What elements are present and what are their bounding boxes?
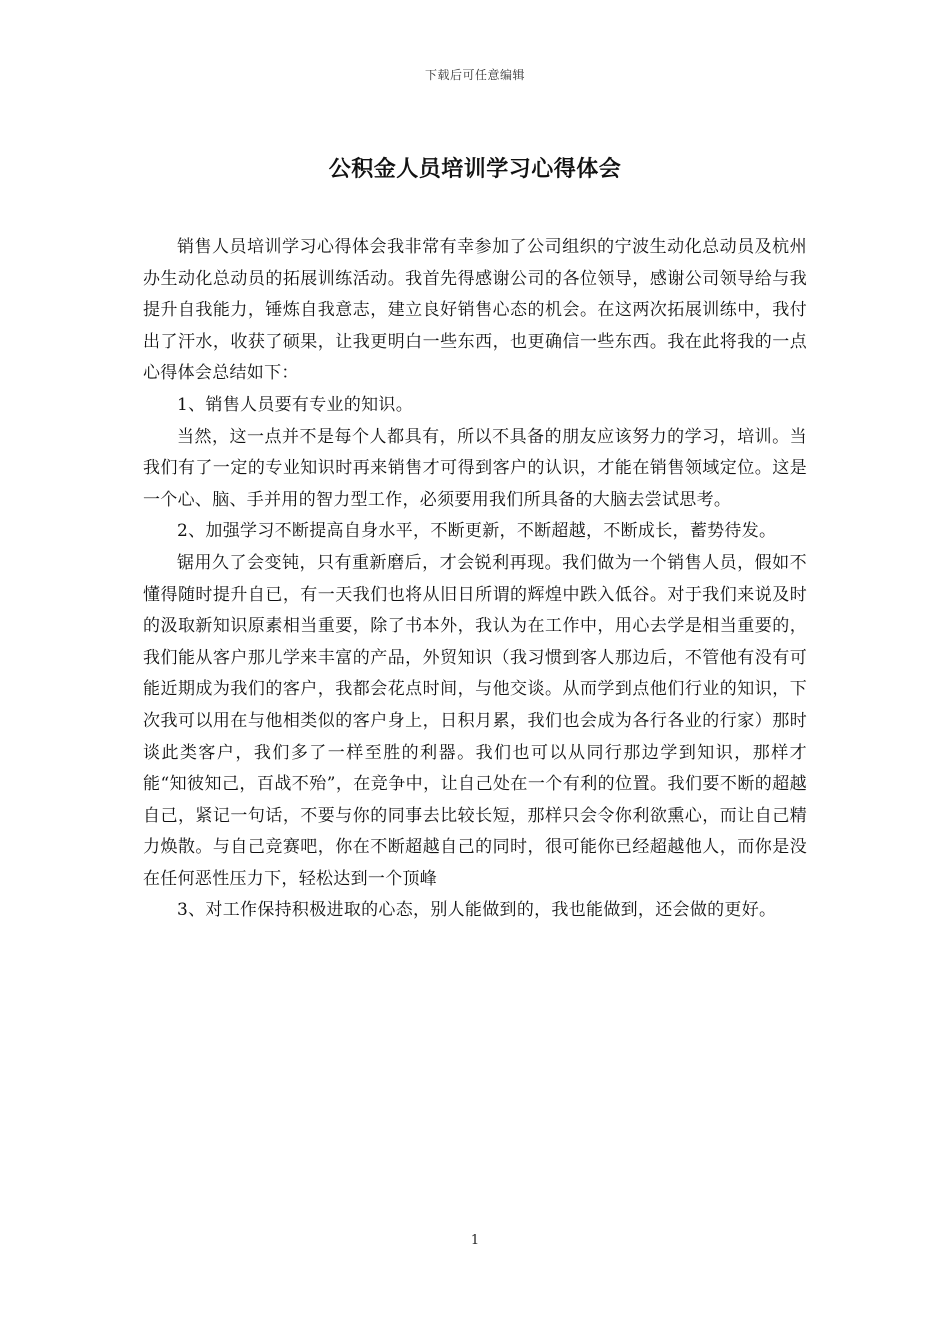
paragraph-point-3-heading: 3、对工作保持积极进取的心态，别人能做到的，我也能做到，还会做的更好。 bbox=[177, 900, 777, 921]
header-note: 下载后可任意编辑 bbox=[424, 68, 525, 82]
paragraph-point-2-heading: 2、加强学习不断提高自身水平，不断更新，不断超越，不断成长，蓄势待发。 bbox=[177, 521, 777, 542]
paragraph-point-2-body: 锯用久了会变钝，只有重新磨后，才会锐利再现。我们做为一个销售人员，假如不懂得随时提升自已，有一天我们也将从旧日所谓的辉煌中跌入低谷。对于我们来说及时的汲取新知识原素相当重要，除了书本外，我认为在工作中，用心去学是相当重要的，我们能从客户那儿学来丰富的产品，外贸知识（我习惯到客人那边后，不管他有没有可能近期成为我们的客户，我都会花点时间，与他交谈。从而学到点他们行业的知识，下次我可以用在与他相类似的客户身上，日积月累，我们也会成为各行各业的行家）那时谈此类客户，我们多了一样至胜的利器。我们也可以从同行那边学到知识，那样才能“知彼知己，百战不殆”，在竞争中，让自己处在一个有利的位置。我们要不断的超越自己，紧记一句话，不要与你的同事去比较长短，那样只会令你利欲熏心，而让自己精力焕散。与自己竞赛吧，你在不断超越自己的同时，很可能你已经超越他人，而你是没在任何恶性压力下，轻松达到一个顶峰 bbox=[143, 552, 807, 889]
page-number: 1 bbox=[470, 1233, 480, 1248]
paragraph-point-1-body: 当然，这一点并不是每个人都具有，所以不具备的朋友应该努力的学习，培训。当我们有了一定的专业知识时再来销售才可得到客户的认识，才能在销售领域定位。这是一个心、脑、手并用的智力型工作，必须要用我们所具备的大脑去尝试思考。 bbox=[143, 426, 807, 510]
paragraph-point-1-heading: 1、销售人员要有专业的知识。 bbox=[177, 394, 414, 415]
paragraph-intro: 销售人员培训学习心得体会我非常有幸参加了公司组织的宁波生动化总动员及杭州办生动化总动员的拓展训练活动。我首先得感谢公司的各位领导，感谢公司领导给与我提升自我能力，锤炼自我意志，建立良好销售心态的机会。在这两次拓展训练中，我付出了汗水，收获了硕果，让我更明白一些东西，也更确信一些东西。我在此将我的一点心得体会总结如下： bbox=[143, 237, 807, 384]
document-title: 公积金人员培训学习心得体会 bbox=[328, 156, 622, 182]
document-body bbox=[143, 232, 807, 927]
